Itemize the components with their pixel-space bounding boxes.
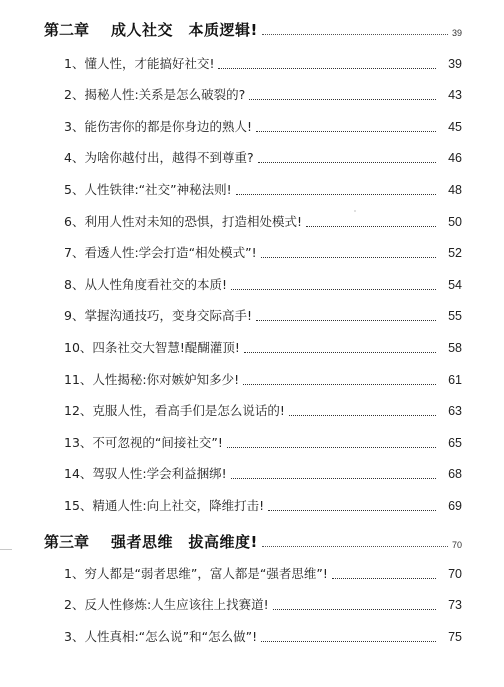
entry-page-number: 43 xyxy=(448,88,462,102)
entry-page-number: 52 xyxy=(448,246,462,260)
scan-speck xyxy=(354,210,356,212)
dot-leader xyxy=(262,546,448,547)
toc-entry[interactable] xyxy=(64,84,462,104)
chapter-title: 成人社交 本质逻辑! xyxy=(111,21,258,39)
chapter-page-number: 39 xyxy=(451,28,462,38)
dot-leader xyxy=(249,99,436,100)
toc-entry[interactable] xyxy=(64,495,462,515)
entry-page-number: 65 xyxy=(448,436,462,450)
entry-page-number: 54 xyxy=(448,278,462,292)
dot-leader xyxy=(261,257,436,258)
dot-leader xyxy=(244,352,436,353)
entry-page-number: 50 xyxy=(448,215,462,229)
dot-leader xyxy=(256,320,436,321)
dot-leader xyxy=(289,415,436,416)
toc-entry[interactable] xyxy=(64,179,462,199)
entry-page-number: 75 xyxy=(448,630,462,644)
entry-title: 1、穷人都是“弱者思维”，富人都是“强者思维”! xyxy=(64,566,328,581)
dot-leader xyxy=(231,478,436,479)
toc-entry[interactable] xyxy=(64,432,462,452)
toc-entry[interactable] xyxy=(64,369,462,389)
entry-title: 10、四条社交大智慧!醍醐灌顶! xyxy=(64,340,240,355)
chapter-heading xyxy=(44,14,462,40)
chapter-number: 第三章 xyxy=(44,533,90,551)
entry-page-number: 39 xyxy=(448,57,462,71)
dot-leader xyxy=(273,609,436,610)
entry-page-number: 63 xyxy=(448,404,462,418)
entry-page-number: 68 xyxy=(448,467,462,481)
entry-title: 8、从人性角度看社交的本质! xyxy=(64,277,227,292)
dot-leader xyxy=(268,510,436,511)
entry-title: 11、人性揭秘:你对嫉妒知多少! xyxy=(64,372,240,387)
chapter-number: 第二章 xyxy=(44,21,90,39)
toc-entry[interactable] xyxy=(64,337,462,357)
toc-entry[interactable] xyxy=(64,463,462,483)
toc-entry[interactable] xyxy=(64,53,462,73)
dot-leader xyxy=(306,226,436,227)
toc-entry[interactable] xyxy=(64,116,462,136)
toc-entry[interactable] xyxy=(64,274,462,294)
toc-entry[interactable] xyxy=(64,242,462,262)
dot-leader xyxy=(256,131,436,132)
entry-page-number: 45 xyxy=(448,120,462,134)
toc-entry[interactable] xyxy=(64,211,462,231)
entry-page-number: 73 xyxy=(448,598,462,612)
dot-leader xyxy=(236,194,436,195)
dot-leader xyxy=(258,162,436,163)
entry-title: 14、驾驭人性:学会利益捆绑! xyxy=(64,466,227,481)
chapter-title: 强者思维 拔高维度! xyxy=(111,533,258,551)
dot-leader xyxy=(231,289,436,290)
toc-entry[interactable] xyxy=(64,563,462,583)
dot-leader xyxy=(262,34,448,35)
entry-page-number: 61 xyxy=(448,373,462,387)
dot-leader xyxy=(243,384,436,385)
toc-entry[interactable] xyxy=(64,147,462,167)
entry-title: 13、不可忽视的“间接社交”! xyxy=(64,435,223,450)
entry-title: 12、克服人性，看高手们是怎么说话的! xyxy=(64,403,285,418)
toc-entry[interactable] xyxy=(64,626,462,646)
entry-title: 3、人性真相:“怎么说”和“怎么做”! xyxy=(64,629,258,644)
entry-title: 5、人性铁律:“社交”神秘法则! xyxy=(64,182,232,197)
entry-title: 15、精通人性:向上社交，降维打击! xyxy=(64,498,265,513)
entry-page-number: 55 xyxy=(448,309,462,323)
entry-title: 6、利用人性对未知的恐惧，打造相处模式! xyxy=(64,214,302,229)
entry-page-number: 69 xyxy=(448,499,462,513)
entry-page-number: 58 xyxy=(448,341,462,355)
entry-title: 3、能伤害你的都是你身边的熟人! xyxy=(64,119,252,134)
dot-leader xyxy=(227,447,436,448)
entry-title: 2、揭秘人性:关系是怎么破裂的? xyxy=(64,87,246,102)
scan-margin-mark xyxy=(0,549,12,550)
entry-title: 7、看透人性:学会打造“相处模式”! xyxy=(64,245,257,260)
entry-title: 1、懂人性，才能搞好社交! xyxy=(64,56,215,71)
entry-title: 9、掌握沟通技巧，变身交际高手! xyxy=(64,308,252,323)
chapter-page-number: 70 xyxy=(451,540,462,550)
entry-title: 2、反人性修炼:人生应该往上找赛道! xyxy=(64,597,269,612)
entry-page-number: 70 xyxy=(448,567,462,581)
toc-entry[interactable] xyxy=(64,305,462,325)
entry-title: 4、为啥你越付出，越得不到尊重? xyxy=(64,150,254,165)
dot-leader xyxy=(218,68,436,69)
dot-leader xyxy=(332,578,436,579)
toc-entry[interactable] xyxy=(64,594,462,614)
entry-page-number: 46 xyxy=(448,151,462,165)
dot-leader xyxy=(261,641,436,642)
entry-page-number: 48 xyxy=(448,183,462,197)
chapter-heading xyxy=(44,526,462,552)
toc-entry[interactable] xyxy=(64,400,462,420)
